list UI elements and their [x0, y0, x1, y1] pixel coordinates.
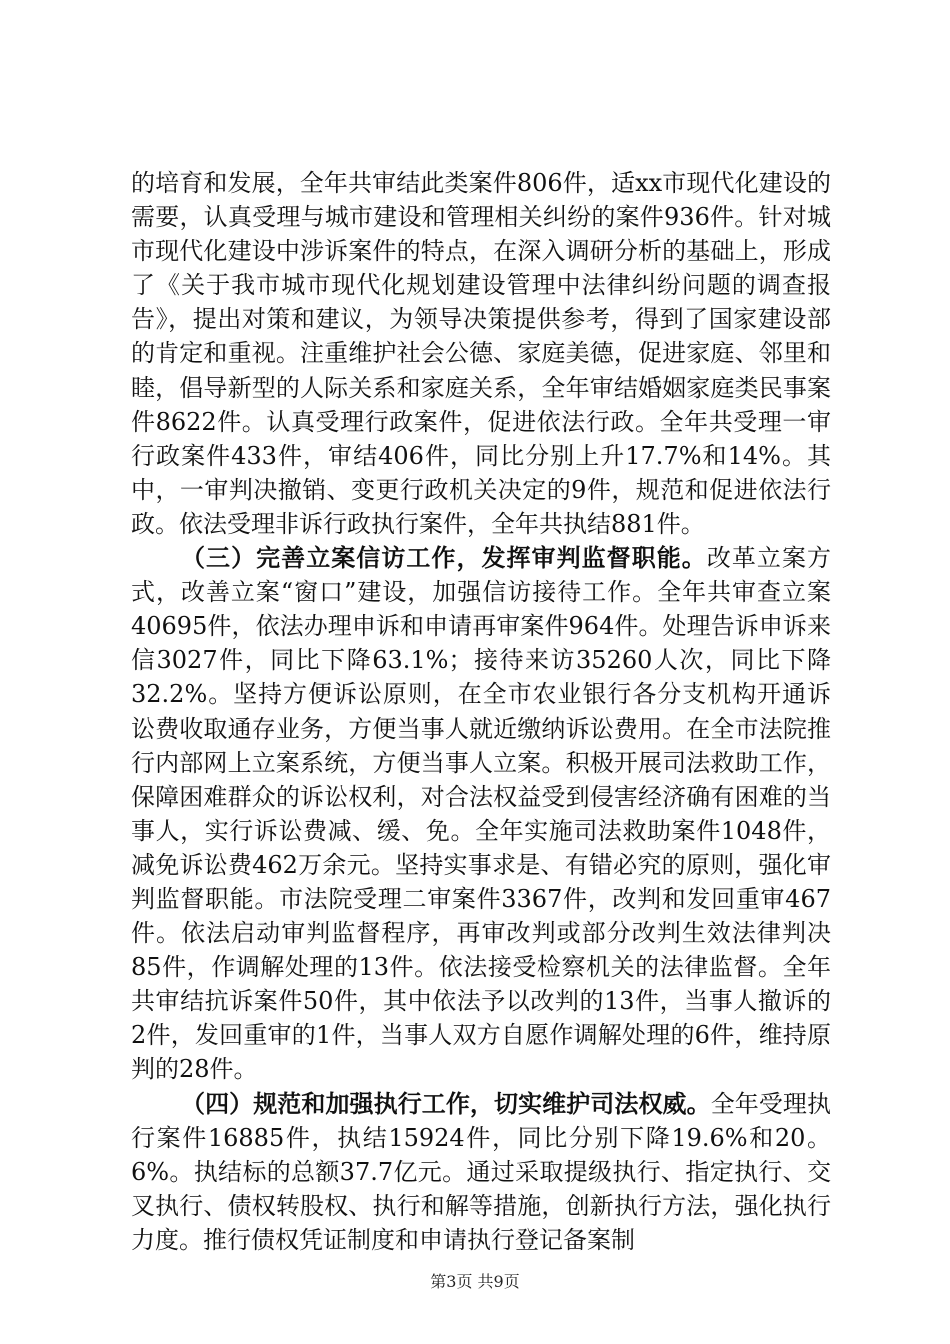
paragraph-3 [131, 1087, 831, 1257]
paragraph-2 [131, 541, 831, 1087]
paragraph-2-text: 改革立案方式，改善立案“窗口”建设，加强信访接待工作。全年共审查立案40695件，依法办理申诉和申请再审案件964件。处理告诉申诉来信3027件，同比下降63.1%；接待来访35260人次，同比下降32.2%。坚持方便诉讼原则，在全市农业银行各分支机构开通诉讼费收取通存业务，方便当事人就近缴纳诉讼费用。在全市法院推行内部网上立案系统，方便当事人立案。积极开展司法救助工作，保障困难群众的诉讼权利，对合法权益受到侵害经济确有困难的当事人，实行诉讼费减、缓、免。全年实施司法救助案件1048件，减免诉讼费462万余元。坚持实事求是、有错必究的原则，强化审判监督职能。市法院受理二审案件3367件，改判和发回重审467件。依法启动审判监督程序，再审改判或部分改判生效法律判决85件，作调解处理的13件。依法接受检察机关的法律监督。全年共审结抗诉案件50件，其中依法予以改判的13件，当事人撤诉的2件，发回重审的1件，当事人双方自愿作调解处理的6件，维持原判的28件。 [131, 544, 832, 1084]
paragraph-3-text: 全年受理执行案件16885件，执结15924件，同比分别下降19.6%和20。6%。执结标的总额37.7亿元。通过采取提级执行、指定执行、交叉执行、债权转股权、执行和解等措施，创新执行方法，强化执行力度。推行债权凭证制度和申请执行登记备案制 [131, 1089, 832, 1254]
body-text [131, 166, 831, 1257]
section-heading-3: （三）完善立案信访工作，发挥审判监督职能。 [181, 544, 707, 573]
paragraph-1-text: 的培育和发展，全年共审结此类案件806件，适xx市现代化建设的需要，认真受理与城市建设和管理相关纠纷的案件936件。针对城市现代化建设中涉诉案件的特点，在深入调研分析的基础上，形成了《关于我市城市现代化规划建设管理中法律纠纷问题的调查报告》，提出对策和建议，为领导决策提供参考，得到了国家建设部的肯定和重视。注重维护社会公德、家庭美德，促进家庭、邻里和睦，倡导新型的人际关系和家庭关系，全年审结婚姻家庭类民事案件8622件。认真受理行政案件，促进依法行政。全年共受理一审行政案件433件，审结406件，同比分别上升17.7%和14%。其中，一审判决撤销、变更行政机关决定的9件，规范和促进依法行政。依法受理非诉行政执行案件，全年共执结881件。 [131, 169, 831, 538]
page-footer: 第3页 共9页 [430, 1272, 520, 1291]
section-heading-4: （四）规范和加强执行工作，切实维护司法权威。 [181, 1089, 711, 1118]
paragraph-1 [131, 166, 831, 541]
